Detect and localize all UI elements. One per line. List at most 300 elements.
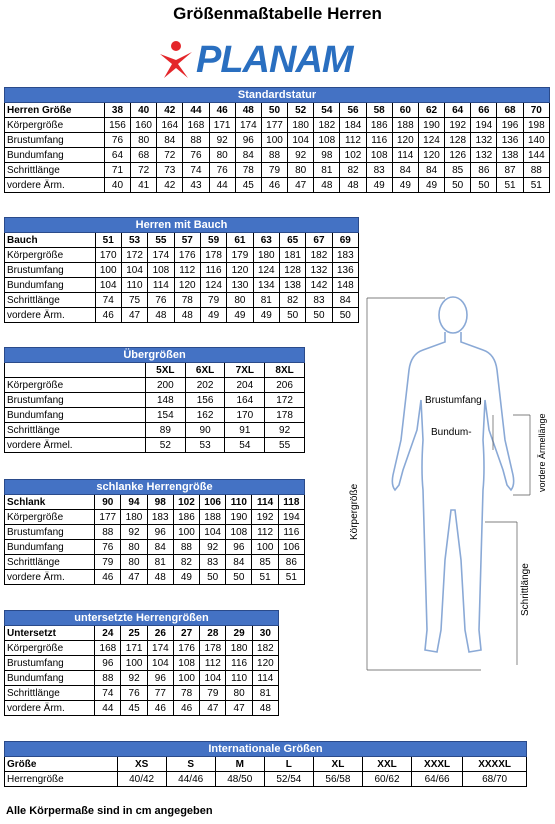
table-header-row xyxy=(5,757,527,772)
header-cell: S xyxy=(166,757,215,772)
table-caption: schlanke Herrengröße xyxy=(5,480,305,495)
table-cell: 83 xyxy=(200,555,226,570)
table-cell: 78 xyxy=(173,686,199,701)
table-header-row xyxy=(5,495,305,510)
table-cell: 198 xyxy=(523,118,549,133)
header-cell: L xyxy=(264,757,313,772)
table-cell: 104 xyxy=(121,263,147,278)
table-cell: 104 xyxy=(288,133,314,148)
row-label: vordere Ärm. xyxy=(5,308,96,323)
table-cell: 90 xyxy=(185,423,225,438)
table-cell: 140 xyxy=(523,133,549,148)
header-cell: 110 xyxy=(226,495,252,510)
table-cell: 178 xyxy=(200,641,226,656)
row-label: Brustumfang xyxy=(5,393,146,408)
table-header-row xyxy=(5,363,305,378)
table-cell: 184 xyxy=(340,118,366,133)
table-cell: 176 xyxy=(173,641,199,656)
table-row xyxy=(5,423,305,438)
table-cell: 128 xyxy=(445,133,471,148)
table-row xyxy=(5,248,359,263)
table-cell: 48 xyxy=(147,570,173,585)
table-cell: 51 xyxy=(497,178,523,193)
table-cell: 120 xyxy=(392,133,418,148)
table-cell: 79 xyxy=(261,163,287,178)
header-cell: 102 xyxy=(173,495,199,510)
table-cell: 80 xyxy=(209,148,235,163)
table-cell: 71 xyxy=(104,163,130,178)
table-cell: 108 xyxy=(173,656,199,671)
row-label: Schrittlänge xyxy=(5,555,95,570)
row-label: Bundumfang xyxy=(5,671,95,686)
row-label: Brustumfang xyxy=(5,525,95,540)
table-caption: Internationale Größen xyxy=(5,742,527,757)
table-cell: 48 xyxy=(340,178,366,193)
table-cell: 177 xyxy=(261,118,287,133)
table-cell: 40 xyxy=(104,178,130,193)
header-cell: 68 xyxy=(497,103,523,118)
table-cell: 51 xyxy=(523,178,549,193)
header-cell: 28 xyxy=(200,626,226,641)
table-cell: 74 xyxy=(95,686,121,701)
table-cell: 42 xyxy=(157,178,183,193)
table-cell: 174 xyxy=(235,118,261,133)
table-row xyxy=(5,555,305,570)
header-cell: 61 xyxy=(227,233,253,248)
table-cell: 206 xyxy=(265,378,305,393)
header-cell: 66 xyxy=(471,103,497,118)
table-cell: 92 xyxy=(265,423,305,438)
header-cell: 38 xyxy=(104,103,130,118)
table-cell: 110 xyxy=(226,671,252,686)
table-cell: 124 xyxy=(253,263,279,278)
table-cell: 82 xyxy=(173,555,199,570)
table-row xyxy=(5,393,305,408)
table-row xyxy=(5,408,305,423)
table-cell: 204 xyxy=(225,378,265,393)
row-label: vordere Ärm. xyxy=(5,701,95,716)
table-cell: 44 xyxy=(95,701,121,716)
table-cell: 56/58 xyxy=(313,772,362,787)
header-cell: XXL xyxy=(362,757,411,772)
page-title: Größenmaßtabelle Herren xyxy=(173,4,382,23)
table-caption: untersetzte Herrengrößen xyxy=(5,611,279,626)
header-cell: 59 xyxy=(200,233,226,248)
table-cell: 88 xyxy=(523,163,549,178)
table-cell: 136 xyxy=(332,263,358,278)
table-cell: 52/54 xyxy=(264,772,313,787)
table-cell: 41 xyxy=(131,178,157,193)
table-cell: 154 xyxy=(145,408,185,423)
row-label: Schrittlänge xyxy=(5,423,146,438)
table-cell: 74 xyxy=(95,293,121,308)
header-cell: 53 xyxy=(121,233,147,248)
table-cell: 106 xyxy=(278,540,304,555)
header-cell: 62 xyxy=(418,103,444,118)
table-cell: 48 xyxy=(148,308,174,323)
table-cell: 172 xyxy=(121,248,147,263)
table-cell: 138 xyxy=(279,278,305,293)
table-cell: 40/42 xyxy=(117,772,166,787)
table-cell: 190 xyxy=(226,510,252,525)
table-header-row xyxy=(5,626,279,641)
table-cell: 46 xyxy=(95,570,121,585)
table-row xyxy=(5,570,305,585)
table-cell: 202 xyxy=(185,378,225,393)
table-cell: 168 xyxy=(183,118,209,133)
table-cell: 52 xyxy=(145,438,185,453)
table-cell: 200 xyxy=(145,378,185,393)
table-cell: 114 xyxy=(252,671,278,686)
table-cell: 47 xyxy=(121,570,147,585)
table-cell: 84 xyxy=(418,163,444,178)
table-cell: 54 xyxy=(225,438,265,453)
table-cell: 46 xyxy=(147,701,173,716)
table-cell: 80 xyxy=(131,133,157,148)
header-cell: 7XL xyxy=(225,363,265,378)
table-cell: 88 xyxy=(95,671,121,686)
table-row xyxy=(5,293,359,308)
table-cell: 55 xyxy=(265,438,305,453)
table-cell: 84 xyxy=(332,293,358,308)
table-cell: 83 xyxy=(366,163,392,178)
table-cell: 79 xyxy=(200,686,226,701)
table-cell: 186 xyxy=(173,510,199,525)
label-koerpergroesse: Körpergröße xyxy=(349,483,360,540)
table-cell: 49 xyxy=(173,570,199,585)
table-cell: 114 xyxy=(392,148,418,163)
table-cell: 44/46 xyxy=(166,772,215,787)
row-label: Brustumfang xyxy=(5,133,105,148)
table-cell: 51 xyxy=(278,570,304,585)
table-cell: 98 xyxy=(314,148,340,163)
row-label: Körpergröße xyxy=(5,641,95,656)
table-caption: Standardstatur xyxy=(5,88,550,103)
header-cell: 42 xyxy=(157,103,183,118)
table-cell: 50 xyxy=(471,178,497,193)
table-cell: 80 xyxy=(226,686,252,701)
header-cell: 8XL xyxy=(265,363,305,378)
table-row xyxy=(5,133,550,148)
table-cell: 88 xyxy=(95,525,121,540)
table-cell: 162 xyxy=(185,408,225,423)
header-cell: 50 xyxy=(261,103,287,118)
table-cell: 112 xyxy=(252,525,278,540)
table-cell: 79 xyxy=(200,293,226,308)
table-cell: 96 xyxy=(95,656,121,671)
header-cell: XXXXL xyxy=(463,757,527,772)
table-cell: 134 xyxy=(253,278,279,293)
table-cell: 190 xyxy=(418,118,444,133)
table-cell: 68/70 xyxy=(463,772,527,787)
table-cell: 168 xyxy=(95,641,121,656)
table-cell: 78 xyxy=(235,163,261,178)
row-label: Bundumfang xyxy=(5,408,146,423)
table-uebergroessen xyxy=(4,347,305,453)
header-cell: 30 xyxy=(252,626,278,641)
table-header-row xyxy=(5,103,550,118)
table-cell: 100 xyxy=(252,540,278,555)
table-row xyxy=(5,510,305,525)
table-international xyxy=(4,741,527,787)
table-cell: 132 xyxy=(471,148,497,163)
table-cell: 182 xyxy=(306,248,332,263)
table-cell: 188 xyxy=(392,118,418,133)
planam-figure-icon xyxy=(158,40,194,80)
table-cell: 92 xyxy=(121,525,147,540)
header-cell: 40 xyxy=(131,103,157,118)
header-cell: XL xyxy=(313,757,362,772)
table-cell: 83 xyxy=(306,293,332,308)
table-cell: 77 xyxy=(147,686,173,701)
table-cell: 170 xyxy=(225,408,265,423)
table-row xyxy=(5,686,279,701)
table-cell: 48 xyxy=(174,308,200,323)
table-cell: 49 xyxy=(200,308,226,323)
table-cell: 186 xyxy=(366,118,392,133)
table-cell: 78 xyxy=(174,293,200,308)
table-cell: 130 xyxy=(227,278,253,293)
table-cell: 96 xyxy=(147,525,173,540)
table-caption: Herren mit Bauch xyxy=(5,218,359,233)
table-cell: 124 xyxy=(200,278,226,293)
table-cell: 179 xyxy=(227,248,253,263)
table-cell: 45 xyxy=(235,178,261,193)
header-cell: 70 xyxy=(523,103,549,118)
header-cell: 114 xyxy=(252,495,278,510)
table-cell: 164 xyxy=(157,118,183,133)
table-cell: 100 xyxy=(121,656,147,671)
header-cell: 27 xyxy=(173,626,199,641)
header-cell: 58 xyxy=(366,103,392,118)
table-untersetzt xyxy=(4,610,279,716)
table-cell: 72 xyxy=(157,148,183,163)
table-cell: 116 xyxy=(226,656,252,671)
table-herren-mit-bauch xyxy=(4,217,359,323)
table-cell: 80 xyxy=(121,540,147,555)
table-cell: 48/50 xyxy=(215,772,264,787)
table-cell: 87 xyxy=(497,163,523,178)
table-cell: 104 xyxy=(200,525,226,540)
table-cell: 81 xyxy=(252,686,278,701)
table-cell: 102 xyxy=(340,148,366,163)
table-cell: 182 xyxy=(252,641,278,656)
table-cell: 68 xyxy=(131,148,157,163)
table-cell: 108 xyxy=(314,133,340,148)
table-cell: 76 xyxy=(104,133,130,148)
table-cell: 100 xyxy=(261,133,287,148)
table-cell: 108 xyxy=(148,263,174,278)
table-cell: 80 xyxy=(121,555,147,570)
table-cell: 48 xyxy=(314,178,340,193)
table-cell: 116 xyxy=(366,133,392,148)
row-label: vordere Ärmel. xyxy=(5,438,146,453)
label-brustumfang: Brustumfang xyxy=(425,395,482,406)
table-cell: 160 xyxy=(131,118,157,133)
table-cell: 64 xyxy=(104,148,130,163)
table-cell: 60/62 xyxy=(362,772,411,787)
header-cell: 56 xyxy=(340,103,366,118)
table-cell: 100 xyxy=(95,263,121,278)
header-cell: 29 xyxy=(226,626,252,641)
table-cell: 96 xyxy=(226,540,252,555)
header-label: Herren Größe xyxy=(5,103,105,118)
table-cell: 84 xyxy=(235,148,261,163)
table-cell: 80 xyxy=(288,163,314,178)
table-cell: 180 xyxy=(226,641,252,656)
row-label: Brustumfang xyxy=(5,656,95,671)
table-cell: 81 xyxy=(147,555,173,570)
body-outline xyxy=(392,297,513,652)
table-cell: 171 xyxy=(209,118,235,133)
table-cell: 104 xyxy=(147,656,173,671)
table-cell: 192 xyxy=(252,510,278,525)
table-cell: 84 xyxy=(147,540,173,555)
header-cell: 46 xyxy=(209,103,235,118)
table-cell: 104 xyxy=(95,278,121,293)
table-cell: 85 xyxy=(445,163,471,178)
table-cell: 128 xyxy=(279,263,305,278)
table-row xyxy=(5,178,550,193)
header-cell: 57 xyxy=(174,233,200,248)
table-row xyxy=(5,772,527,787)
table-cell: 50 xyxy=(332,308,358,323)
header-cell: 63 xyxy=(253,233,279,248)
table-cell: 75 xyxy=(121,293,147,308)
table-cell: 43 xyxy=(183,178,209,193)
table-cell: 112 xyxy=(200,656,226,671)
header-cell: 51 xyxy=(95,233,121,248)
table-cell: 64/66 xyxy=(412,772,463,787)
header-cell: 55 xyxy=(148,233,174,248)
table-cell: 180 xyxy=(253,248,279,263)
table-cell: 192 xyxy=(445,118,471,133)
header-cell: 26 xyxy=(147,626,173,641)
table-cell: 49 xyxy=(253,308,279,323)
table-row xyxy=(5,641,279,656)
table-cell: 120 xyxy=(227,263,253,278)
table-cell: 88 xyxy=(173,540,199,555)
row-label: Körpergröße xyxy=(5,510,95,525)
table-cell: 177 xyxy=(95,510,121,525)
table-cell: 47 xyxy=(288,178,314,193)
footnote: Alle Körpermaße sind in cm angegeben xyxy=(6,805,213,817)
table-cell: 81 xyxy=(253,293,279,308)
table-cell: 120 xyxy=(418,148,444,163)
header-cell: 106 xyxy=(200,495,226,510)
table-caption: Übergrößen xyxy=(5,348,305,363)
header-cell: 90 xyxy=(95,495,121,510)
table-row xyxy=(5,263,359,278)
table-cell: 84 xyxy=(157,133,183,148)
table-cell: 132 xyxy=(306,263,332,278)
header-cell: 67 xyxy=(306,233,332,248)
table-cell: 178 xyxy=(265,408,305,423)
row-label: Körpergröße xyxy=(5,118,105,133)
table-cell: 108 xyxy=(226,525,252,540)
table-row xyxy=(5,163,550,178)
table-cell: 88 xyxy=(183,133,209,148)
table-cell: 53 xyxy=(185,438,225,453)
table-cell: 76 xyxy=(148,293,174,308)
row-label: Bundumfang xyxy=(5,540,95,555)
table-cell: 47 xyxy=(226,701,252,716)
table-cell: 148 xyxy=(332,278,358,293)
table-cell: 50 xyxy=(279,308,305,323)
table-cell: 88 xyxy=(261,148,287,163)
table-cell: 44 xyxy=(209,178,235,193)
table-cell: 82 xyxy=(340,163,366,178)
header-label: Untersetzt xyxy=(5,626,95,641)
table-cell: 76 xyxy=(183,148,209,163)
table-cell: 110 xyxy=(121,278,147,293)
planam-logo xyxy=(158,40,358,80)
table-cell: 85 xyxy=(252,555,278,570)
table-cell: 49 xyxy=(366,178,392,193)
table-cell: 180 xyxy=(121,510,147,525)
table-cell: 92 xyxy=(288,148,314,163)
header-label: Größe xyxy=(5,757,118,772)
table-cell: 114 xyxy=(148,278,174,293)
table-cell: 51 xyxy=(252,570,278,585)
table-cell: 100 xyxy=(173,525,199,540)
table-cell: 188 xyxy=(200,510,226,525)
row-label: Bundumfang xyxy=(5,278,96,293)
table-cell: 49 xyxy=(418,178,444,193)
planam-wordmark: PLANAM xyxy=(196,39,353,81)
table-cell: 96 xyxy=(235,133,261,148)
table-cell: 176 xyxy=(174,248,200,263)
table-cell: 116 xyxy=(200,263,226,278)
table-cell: 196 xyxy=(497,118,523,133)
table-cell: 76 xyxy=(209,163,235,178)
table-cell: 50 xyxy=(445,178,471,193)
label-bundumfang: Bundum- xyxy=(431,427,472,438)
header-cell: 44 xyxy=(183,103,209,118)
row-label: Schrittlänge xyxy=(5,163,105,178)
table-cell: 182 xyxy=(314,118,340,133)
table-cell: 172 xyxy=(265,393,305,408)
table-cell: 148 xyxy=(145,393,185,408)
row-label: Bundumfang xyxy=(5,148,105,163)
table-cell: 164 xyxy=(225,393,265,408)
table-cell: 74 xyxy=(183,163,209,178)
header-cell: 118 xyxy=(278,495,304,510)
table-cell: 84 xyxy=(226,555,252,570)
table-cell: 45 xyxy=(121,701,147,716)
table-schlank xyxy=(4,479,305,585)
table-cell: 132 xyxy=(471,133,497,148)
table-cell: 126 xyxy=(445,148,471,163)
table-cell: 183 xyxy=(147,510,173,525)
table-cell: 50 xyxy=(200,570,226,585)
table-cell: 46 xyxy=(95,308,121,323)
header-label: Schlank xyxy=(5,495,95,510)
header-cell: 54 xyxy=(314,103,340,118)
row-label: Schrittlänge xyxy=(5,293,96,308)
row-label: Schrittlänge xyxy=(5,686,95,701)
table-cell: 49 xyxy=(227,308,253,323)
table-row xyxy=(5,148,550,163)
table-cell: 170 xyxy=(95,248,121,263)
header-cell: XS xyxy=(117,757,166,772)
table-cell: 50 xyxy=(306,308,332,323)
header-cell: 94 xyxy=(121,495,147,510)
table-cell: 89 xyxy=(145,423,185,438)
label-aermellaenge: vordere Ärmellänge xyxy=(537,413,547,492)
header-cell: 98 xyxy=(147,495,173,510)
table-cell: 92 xyxy=(209,133,235,148)
